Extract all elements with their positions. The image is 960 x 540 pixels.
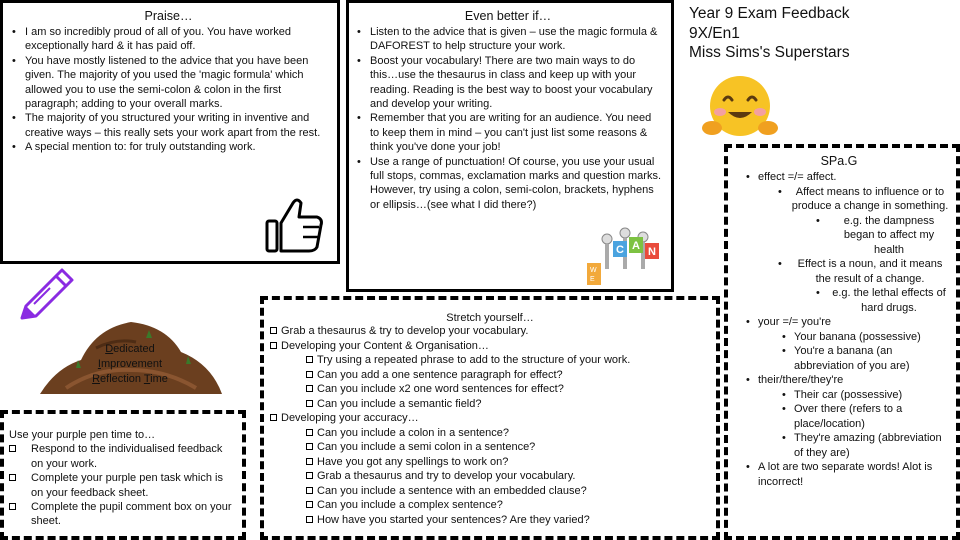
spag-box <box>724 144 960 540</box>
checkbox-icon <box>9 474 16 481</box>
spag-example: • e.g. the lethal effects of hard drugs. <box>828 286 950 315</box>
spag-item: • effect =/= affect. <box>758 170 950 185</box>
ebi-title: Even better if… <box>464 9 552 23</box>
stretch-item: Try using a repeated phrase to add to the structure of your work. <box>306 353 710 368</box>
hugging-face-icon <box>700 72 780 142</box>
header-teacher: Miss Sims's Superstars <box>689 44 850 61</box>
dirt-line: Improvement <box>97 357 163 370</box>
spag-subitem: • Effect is a noun, and it means the result of a change. <box>790 257 950 286</box>
stretch-item: Grab a thesaurus & try to develop your vocabulary. <box>270 324 710 339</box>
praise-item: • You have mostly listened to the advice that you have been given. The majority of you used the 'magic formula' which allowed you to use the semi-colon & colon in the first paragraph; adding to your overall marks. <box>8 54 329 112</box>
stretch-item: Can you include x2 one word sentences for effect? <box>306 382 710 397</box>
stretch-item: Developing your accuracy… <box>270 411 710 426</box>
dirt-acronym <box>70 342 190 386</box>
purple-pen-item: Respond to the individualised feedback on your work. <box>9 442 236 471</box>
spag-subitem: • Over there (refers to a place/location) <box>794 402 950 431</box>
we-can-puzzle-graphic <box>585 225 665 289</box>
stretch-title: Stretch yourself… <box>446 312 534 324</box>
stretch-item: Can you include a sentence with an embedded clause? <box>306 484 710 499</box>
checkbox-icon <box>9 503 16 510</box>
spag-sublist <box>794 388 950 461</box>
spag-sublist <box>794 330 950 374</box>
stretch-item: Can you include a semi colon in a sentence? <box>306 440 710 455</box>
spag-item: • their/there/they're <box>758 373 950 388</box>
praise-item: • I am so incredibly proud of all of you. You have worked exceptionally hard & it has paid off. <box>8 25 329 54</box>
spag-title: SPa.G <box>820 154 858 168</box>
purple-pen-intro: Use your purple pen time to… <box>9 429 156 441</box>
stretch-item: Can you include a colon in a sentence? <box>306 426 710 441</box>
stretch-item: Can you include a complex sentence? <box>306 498 710 513</box>
praise-item: • A special mention to: for truly outstanding work. <box>8 140 329 154</box>
checkbox-icon <box>9 445 16 452</box>
spag-subitem: • You're a banana (an abbreviation of you are) <box>794 344 950 373</box>
thumbs-up-icon <box>263 195 327 259</box>
purple-pen-box <box>0 410 246 540</box>
spag-list <box>758 460 950 489</box>
stretch-item: How have you started your sentences? Are they varied? <box>306 513 710 528</box>
header-class: 9X/En1 <box>689 24 740 42</box>
purple-pen-item: Complete the pupil comment box on your sheet. <box>9 500 236 529</box>
ebi-list <box>353 25 663 212</box>
page-header <box>689 4 949 63</box>
spag-list <box>758 170 950 185</box>
ebi-item: • Boost your vocabulary! There are two main ways to do this…use the thesaurus in class and keep up with your reading. Reading is the best way to boost your vocabulary and develop your writing. <box>353 54 663 112</box>
dirt-line: Dedicated <box>105 343 155 355</box>
stretch-item: Have you got any spellings to work on? <box>306 455 710 470</box>
spag-subitem: • Your banana (possessive) <box>794 330 950 345</box>
stretch-item: Can you include a semantic field? <box>306 397 710 412</box>
spag-list <box>758 373 950 388</box>
spag-subitem: • Their car (possessive) <box>794 388 950 403</box>
graphic-letter: W <box>590 267 597 274</box>
stretch-item: Developing your Content & Organisation… <box>270 339 710 354</box>
ebi-item: • Use a range of punctuation! Of course, you use your usual full stops, commas, exclamation marks and question marks. However, try using a colon, semi-colon, brackets, hyphens or ellipsis…(see what I did there?) <box>353 155 663 213</box>
ebi-item: • Remember that you are writing for an audience. You need to keep them in mind – you can't just list some reasons & think you've done your job! <box>353 111 663 154</box>
praise-box <box>0 0 340 264</box>
spag-item: • A lot are two separate words! Alot is incorrect! <box>758 460 950 489</box>
ebi-item: • Listen to the advice that is given – use the magic formula & DAFOREST to help structure your work. <box>353 25 663 54</box>
graphic-letter: N <box>648 246 656 258</box>
spag-list <box>758 315 950 330</box>
purple-pen-item: Complete your purple pen task which is on your feedback sheet. <box>9 471 236 500</box>
dirt-line: Reflection Time <box>92 372 168 385</box>
header-title: Year 9 Exam Feedback <box>689 5 850 22</box>
spag-item: • your =/= you're <box>758 315 950 330</box>
spag-sublist <box>790 257 950 286</box>
spag-subitem: • Affect means to influence or to produce a change in something. <box>790 185 950 214</box>
stretch-item: Grab a thesaurus and try to develop your vocabulary. <box>306 469 710 484</box>
spag-example: • e.g. the dampness began to affect my health <box>828 214 950 258</box>
stretch-box <box>260 296 720 540</box>
spag-subsublist <box>828 286 950 315</box>
praise-title: Praise… <box>144 9 193 23</box>
stretch-list <box>270 324 710 527</box>
graphic-letter: C <box>616 244 624 256</box>
spag-subitem: • They're amazing (abbreviation of they are) <box>794 431 950 460</box>
praise-item: • The majority of you structured your writing in inventive and creative ways – this really sets your work apart from the rest. <box>8 111 329 140</box>
spag-sublist <box>790 185 950 214</box>
stretch-item: Can you add a one sentence paragraph for effect? <box>306 368 710 383</box>
spag-subsublist <box>828 214 950 258</box>
purple-pen-list <box>9 428 236 529</box>
graphic-letter: A <box>632 240 640 252</box>
graphic-letter: E <box>590 276 595 283</box>
even-better-if-box <box>346 0 674 292</box>
praise-list <box>8 25 329 155</box>
